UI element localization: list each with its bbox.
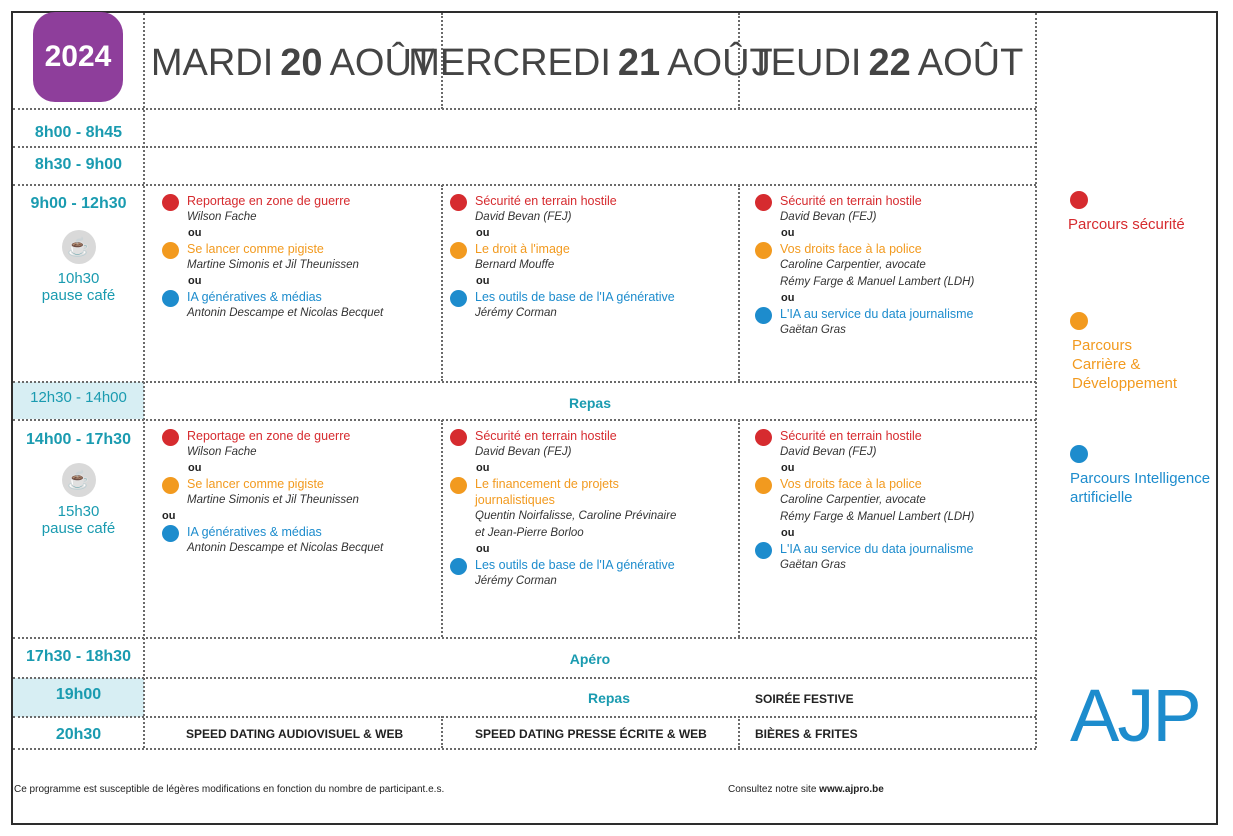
career-track-dot [755, 477, 772, 494]
session-speaker: David Bevan (FEJ) [475, 446, 572, 458]
session-speaker: David Bevan (FEJ) [780, 446, 877, 458]
apero-label: Apéro [569, 651, 611, 667]
session-block-tuesday-afternoon [162, 428, 440, 557]
day-header-wednesday [408, 38, 773, 88]
time-slot-label: 14h00 - 17h30 [26, 431, 131, 448]
day-name: MARDI [150, 41, 274, 84]
security-track-dot [755, 429, 772, 446]
dinner-label: Repas [587, 690, 631, 706]
session-block-wednesday-afternoon [450, 428, 735, 590]
session-item [162, 476, 440, 509]
session-title: journalistiques [475, 493, 555, 507]
or-connector: ou [781, 292, 795, 304]
security-track-dot [1070, 191, 1088, 209]
ai-track-dot [162, 525, 179, 542]
time-slot-label: 17h30 - 18h30 [26, 648, 131, 665]
session-title: Se lancer comme pigiste [187, 242, 324, 256]
day-number: 22 [868, 41, 911, 84]
session-speaker: Jérémy Corman [475, 307, 557, 319]
time-slot-label: 8h30 - 9h00 [34, 156, 123, 173]
career-track-dot [450, 242, 467, 259]
grid-line [13, 184, 1036, 186]
coffee-cup-icon: ☕ [62, 463, 96, 497]
coffee-cup-icon: ☕ [62, 230, 96, 264]
lunch-label: Repas [568, 395, 612, 411]
grid-line [13, 748, 1036, 750]
session-title: Sécurité en terrain hostile [475, 429, 617, 443]
year-badge: 2024 [33, 12, 123, 102]
day-name: MERCREDI [408, 41, 611, 84]
session-item [755, 193, 1033, 226]
session-title: Sécurité en terrain hostile [475, 194, 617, 208]
session-speaker: Bernard Mouffe [475, 259, 555, 271]
session-speaker: Martine Simonis et Jil Theunissen [187, 259, 359, 271]
session-item [450, 557, 735, 590]
legend-label: artificielle [1070, 489, 1133, 506]
session-item [162, 428, 440, 461]
ai-track-dot [450, 290, 467, 307]
session-speaker: Jérémy Corman [475, 575, 557, 587]
legend-label: Parcours [1072, 337, 1133, 354]
career-track-dot [450, 477, 467, 494]
session-title: Reportage en zone de guerre [187, 194, 351, 208]
ai-track-dot [755, 307, 772, 324]
session-title: L'IA au service du data journalisme [780, 542, 974, 556]
grid-line [441, 716, 443, 748]
day-month: AOÛT [667, 41, 773, 84]
session-title: Les outils de base de l'IA générative [475, 558, 675, 572]
ai-track-dot [450, 558, 467, 575]
legend-security [1068, 191, 1185, 234]
time-slot-label: 12h30 - 14h00 [30, 389, 127, 406]
session-speaker: Gaëtan Gras [780, 559, 846, 571]
day-name: JEUDI [751, 41, 862, 84]
session-speaker: Rémy Farge & Manuel Lambert (LDH) [780, 276, 975, 288]
grid-line [13, 146, 1036, 148]
coffee-break-afternoon [13, 463, 144, 537]
website-link[interactable]: www.ajpro.be [819, 784, 884, 795]
time-slot-label: 20h30 [55, 726, 102, 743]
festive-evening-label: SOIRÉE FESTIVE [755, 692, 854, 706]
session-block-thursday-afternoon [755, 428, 1033, 574]
ajp-logo: AJP [1070, 674, 1200, 757]
legend-label: Parcours sécurité [1068, 216, 1185, 233]
or-connector: ou [188, 275, 202, 287]
session-item [755, 428, 1033, 461]
grid-line [441, 185, 443, 381]
security-track-dot [162, 194, 179, 211]
session-title: Vos droits face à la police [780, 242, 922, 256]
session-item [755, 541, 1033, 574]
grid-line [13, 381, 1036, 383]
session-speaker: Wilson Fache [187, 446, 257, 458]
session-item [755, 241, 1033, 291]
session-title: Le droit à l'image [475, 242, 570, 256]
day-month: AOÛT [329, 41, 436, 84]
speed-dating-press-label: SPEED DATING PRESSE ÉCRITE & WEB [475, 727, 707, 741]
session-item [755, 476, 1033, 526]
session-block-wednesday-morning [450, 193, 735, 322]
ai-track-dot [755, 542, 772, 559]
legend-label: Parcours Intelligence [1070, 470, 1211, 487]
legend-label: Développement [1072, 375, 1178, 392]
coffee-break-label: pause café [41, 287, 116, 304]
security-track-dot [450, 194, 467, 211]
or-connector: ou [781, 527, 795, 539]
session-title: L'IA au service du data journalisme [780, 307, 974, 321]
ai-track-dot [1070, 445, 1088, 463]
grid-line [13, 419, 1036, 421]
beers-fries-label: BIÈRES & FRITES [755, 727, 858, 741]
session-item [450, 476, 735, 542]
session-speaker: Antonin Descampe et Nicolas Becquet [187, 307, 384, 319]
grid-line [738, 716, 740, 748]
security-track-dot [755, 194, 772, 211]
session-speaker: David Bevan (FEJ) [475, 211, 572, 223]
career-track-dot [1070, 312, 1088, 330]
session-speaker: Caroline Carpentier, avocate [780, 259, 926, 271]
coffee-break-label: pause café [41, 520, 116, 537]
or-connector: ou [476, 543, 490, 555]
session-title: Les outils de base de l'IA générative [475, 290, 675, 304]
grid-line [13, 677, 1036, 679]
coffee-break-morning [13, 230, 144, 304]
grid-line [13, 108, 1036, 110]
session-title: Sécurité en terrain hostile [780, 194, 922, 208]
session-title: Vos droits face à la police [780, 477, 922, 491]
or-connector: ou [162, 510, 176, 522]
session-speaker: Rémy Farge & Manuel Lambert (LDH) [780, 511, 975, 523]
session-speaker: et Jean-Pierre Borloo [475, 527, 584, 539]
session-item [755, 306, 1033, 339]
session-item [450, 289, 735, 322]
career-track-dot [162, 242, 179, 259]
session-item [450, 428, 735, 461]
legend-label: Carrière & [1072, 356, 1141, 373]
session-item [450, 241, 735, 274]
day-month: AOÛT [917, 41, 1024, 84]
grid-line [13, 716, 1036, 718]
session-block-tuesday-morning [162, 193, 440, 322]
or-connector: ou [781, 227, 795, 239]
legend-career [1068, 312, 1177, 393]
session-title: IA génératives & médias [187, 290, 322, 304]
or-connector: ou [188, 462, 202, 474]
time-slot-label: 9h00 - 12h30 [30, 195, 127, 212]
grid-line [738, 420, 740, 637]
day-header-thursday [740, 38, 1035, 88]
session-title: Se lancer comme pigiste [187, 477, 324, 491]
speed-dating-audiovisual-label: SPEED DATING AUDIOVISUEL & WEB [186, 727, 404, 741]
session-item [162, 241, 440, 274]
session-speaker: Wilson Fache [187, 211, 257, 223]
coffee-break-time: 15h30 [57, 503, 100, 520]
session-speaker: Gaëtan Gras [780, 324, 846, 336]
session-title: Reportage en zone de guerre [187, 429, 351, 443]
session-speaker: Martine Simonis et Jil Theunissen [187, 494, 359, 506]
session-speaker: Antonin Descampe et Nicolas Becquet [187, 542, 384, 554]
or-connector: ou [476, 275, 490, 287]
ai-track-dot [162, 290, 179, 307]
time-slot-label: 8h00 - 8h45 [34, 124, 123, 141]
coffee-break-time: 10h30 [57, 270, 100, 287]
security-track-dot [162, 429, 179, 446]
footer-site [728, 784, 884, 795]
day-number: 20 [280, 41, 323, 84]
session-item [162, 193, 440, 226]
grid-line [441, 420, 443, 637]
session-title: Le financement de projets [475, 477, 619, 491]
footer-note: Ce programme est susceptible de légères modifications en fonction du nombre de participant.e.s. [14, 784, 445, 795]
career-track-dot [755, 242, 772, 259]
or-connector: ou [781, 462, 795, 474]
grid-line [13, 637, 1036, 639]
session-speaker: David Bevan (FEJ) [780, 211, 877, 223]
session-title: IA génératives & médias [187, 525, 322, 539]
day-header-tuesday [145, 38, 441, 88]
session-item [162, 524, 440, 557]
or-connector: ou [188, 227, 202, 239]
session-item [450, 193, 735, 226]
session-item [162, 289, 440, 322]
or-connector: ou [476, 227, 490, 239]
or-connector: ou [476, 462, 490, 474]
day-number: 21 [617, 41, 661, 84]
grid-line [738, 185, 740, 381]
time-slot-label: 19h00 [55, 686, 102, 703]
session-speaker: Quentin Noirfalisse, Caroline Prévinaire [475, 510, 677, 522]
legend-ai [1068, 445, 1210, 507]
footer-site-prefix: Consultez notre site [728, 784, 820, 795]
session-speaker: Caroline Carpentier, avocate [780, 494, 926, 506]
career-track-dot [162, 477, 179, 494]
security-track-dot [450, 429, 467, 446]
session-block-thursday-morning [755, 193, 1033, 339]
session-title: Sécurité en terrain hostile [780, 429, 922, 443]
